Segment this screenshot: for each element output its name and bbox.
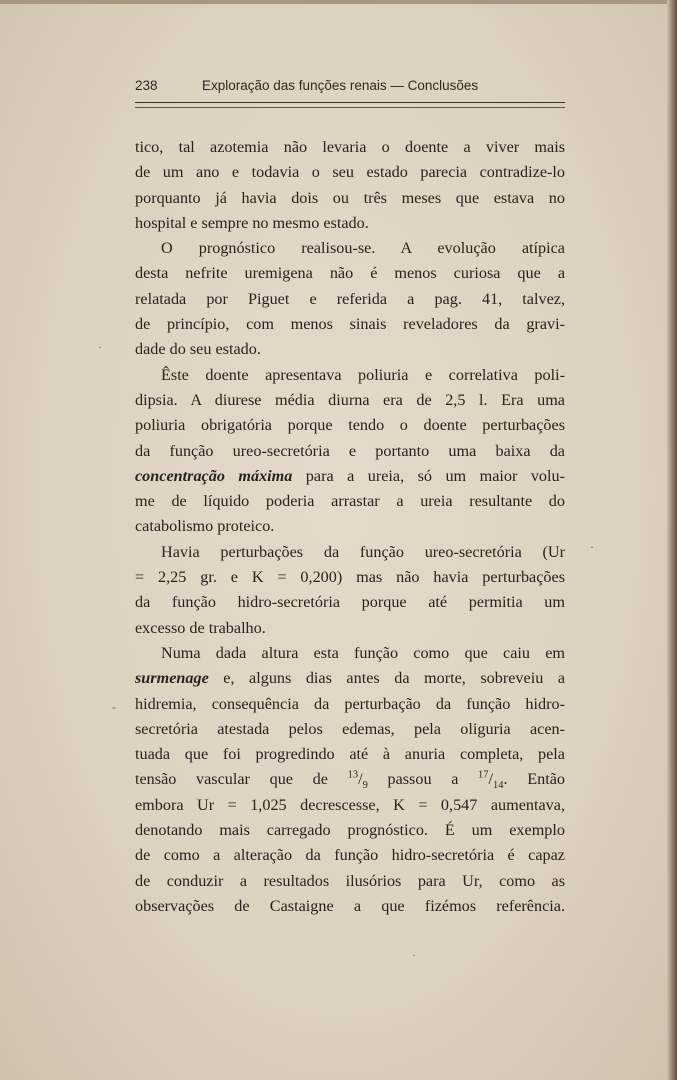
text-line: hospital e sempre no mesmo estado.: [135, 213, 369, 232]
paper-speck: ·: [590, 540, 594, 554]
text-line: embora Ur = 1,025 decrescesse, K = 0,547 aumentava,: [135, 795, 565, 814]
text-fragment: passou a: [367, 770, 479, 789]
text-line: denotando mais carregado prognóstico. É um exemplo: [135, 821, 565, 840]
paper-speck: ·: [412, 948, 416, 962]
fraction-slash: /: [488, 770, 494, 789]
fraction-slash: /: [358, 770, 363, 789]
fraction-numerator: 17: [478, 770, 489, 782]
text-line: Numa dada altura esta função como que caiu em: [161, 643, 565, 662]
page-top-edge: [0, 0, 677, 4]
header-rule-thick: [135, 102, 565, 103]
text-line: da função ureo-secretória e portanto uma baixa da: [135, 441, 565, 460]
text-line: desta nefrite uremigena não é menos curiosa que a: [135, 264, 565, 283]
fraction-denominator: 9: [362, 780, 368, 792]
italic-term: concentração máxima: [135, 466, 293, 485]
page-number: 238: [135, 78, 158, 93]
text-line: hidremia, consequência da perturbação da função hidro-: [135, 694, 565, 713]
text-line: de como a alteração da função hidro-secretória é capaz: [135, 846, 565, 865]
fraction-numerator: 13: [347, 770, 359, 782]
text-line: tico, tal azotemia não levaria o doente a viver mais: [135, 138, 565, 156]
text-line: [135, 464, 565, 489]
text-line: de conduzir a resultados ilusórios para Ur, como as: [135, 871, 565, 890]
text-line: [135, 767, 565, 792]
text-fragment: e, alguns dias antes da morte, sobreveiu a: [208, 669, 565, 688]
text-line: [135, 666, 565, 691]
text-line: catabolismo proteico.: [135, 517, 275, 536]
header-rule-thin: [135, 107, 565, 108]
text-line: secretória atestada pelos edemas, pela oliguria acen-: [135, 719, 565, 738]
text-fragment: tensão vascular que de: [135, 770, 348, 789]
page-header: [135, 76, 565, 98]
text-line: dipsia. A diurese média diurna era de 2,5 l. Era uma: [135, 390, 565, 409]
running-title: Exploração das funções renais — Conclusões: [202, 78, 479, 93]
text-line: relatada por Piguet e referida a pag. 41, talvez,: [135, 289, 565, 308]
text-line: me de líquido poderia arrastar a ureia resultante do: [135, 492, 565, 511]
text-line: O prognóstico realisou-se. A evolução atípica: [161, 239, 565, 258]
text-line: dade do seu estado.: [135, 340, 261, 359]
text-line: tuada que foi progredindo até à anuria completa, pela: [135, 745, 565, 764]
body-text: [135, 135, 565, 919]
fraction-denominator: 14: [493, 780, 504, 792]
text-line: porquanto já havia dois ou três meses que estava no: [135, 188, 565, 207]
text-line: da função hidro-secretória porque até permitia um: [135, 593, 565, 612]
text-fragment: para a ureia, só um maior volu-: [292, 466, 565, 485]
text-line: excesso de trabalho.: [135, 618, 266, 637]
paper-speck: ·: [98, 340, 102, 354]
paper-speck: -: [112, 700, 116, 714]
text-line: poliuria obrigatória porque tendo o doente perturbações: [135, 416, 565, 435]
text-line: de um ano e todavia o seu estado parecia contradize-lo: [135, 163, 565, 182]
italic-term: surmenage: [135, 669, 209, 688]
text-line: de princípio, com menos sinais reveladores da gravi-: [135, 315, 565, 334]
text-line: observações de Castaigne a que fizémos referência.: [135, 896, 565, 915]
text-line: = 2,25 gr. e K = 0,200) mas não havia perturbações: [135, 568, 565, 587]
page-right-edge: [667, 0, 677, 1080]
text-line: Êste doente apresentava poliuria e correlativa poli-: [161, 365, 565, 384]
text-line: Havia perturbações da função ureo-secretória (Ur: [161, 542, 565, 561]
text-fragment: . Então: [503, 770, 565, 789]
